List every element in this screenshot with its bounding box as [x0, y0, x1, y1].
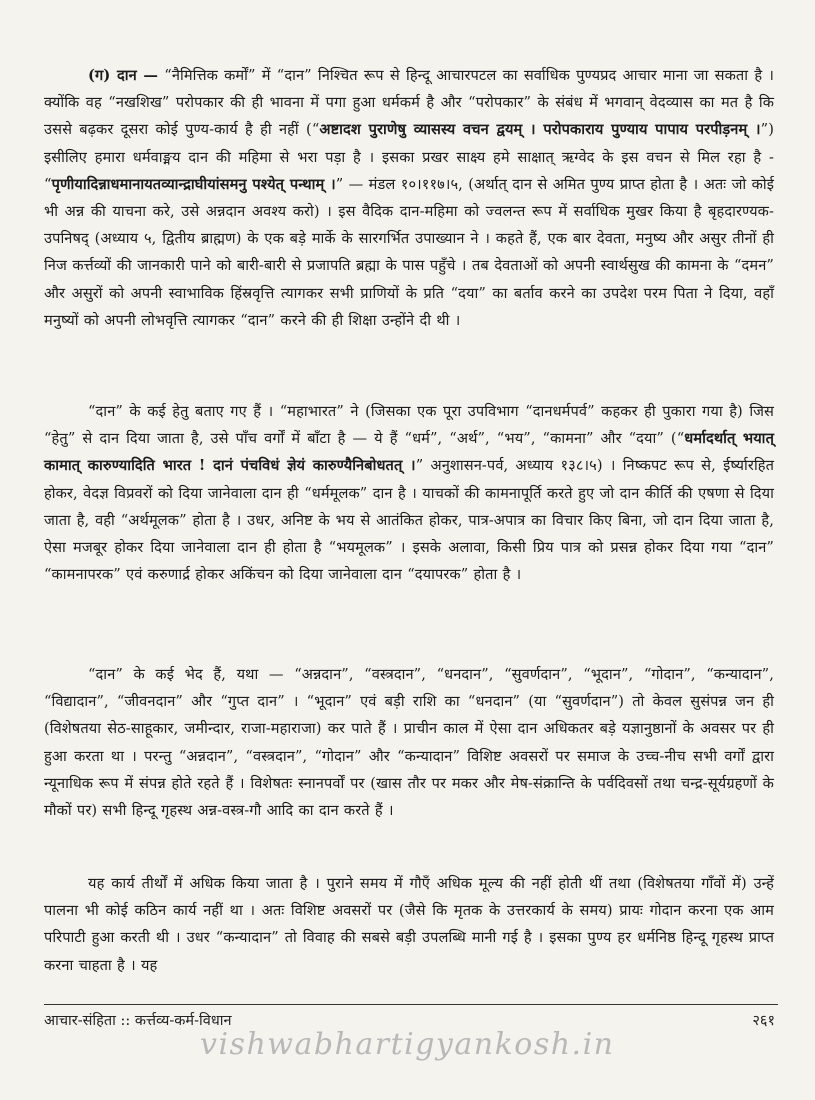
paragraph-text: “दान” के कई हेतु बताए गए हैं । “महाभारत” ने (जिसका एक पूरा उपविभाग “दानधर्मपर्व” कहकर ही पुकारा गया है) जिस “हेतु” से दान दिया जाता है, उसे पाँच वर्गों में बाँटा है — ये हैं “धर्म”, “अर्थ”, “भय”, “कामना” और “दया” (“ [44, 403, 774, 448]
paragraph-daan-types [44, 661, 774, 824]
paragraph-text: ” अनुशासन-पर्व, अध्याय १३८।५) । निष्कपट रूप से, ईर्ष्यारहित होकर, वेदज्ञ विप्रवरों को दिया जानेवाला दान ही “धर्ममूलक” दान है । याचकों की कामनापूर्ति करते हुए जो दान कीर्ति की एषणा से दिया जाता है, वही “अर्थमूलक” होता है । उधर, अनिष्ट के भय से आतंकित होकर, पात्र-अपात्र का विचार किए बिना, जो दान दिया जाता है, ऐसा मजबूर होकर दिया जानेवाला दान ही होता है “भयमूलक” । इसके अलावा, किसी प्रिय पात्र को प्रसन्न होकर दिया गया “दान” “कामनापरक” एवं करुणार्द्र होकर अकिंचन को दिया जानेवाला दान “दयापरक” होता है । [44, 457, 774, 584]
section-heading: (ग) दान — [88, 67, 159, 84]
sanskrit-quote: धर्मादर्थात् भयात् कामात् कारुण्यादिति भारत ! दानं पंचविधं ज्ञेयं कारुण्यैनिबोधतत् । [44, 430, 774, 475]
paragraph-text: ” — मंडल १०।११७।५, (अर्थात् दान से अमित पुण्य प्राप्त होता है । अतः जो कोई भी अन्न की याचना करे, उसे अन्नदान अवश्य करो) । इस वैदिक दान-महिमा को ज्वलन्त रूप में सर्वाधिक मुखर किया है बृहदारण्यक-उपनिषद् (अध्याय ५, द्वितीय ब्राह्मण) के एक बड़े मार्के के सारगर्भित उपाख्यान ने । कहते हैं, एक बार देवता, मनुष्य और असुर तीनों ही निज कर्त्तव्यों की जानकारी पाने को बारी-बारी से प्रजापति ब्रह्मा के पास पहुँचे । तब देवताओं को अपनी स्वार्थसुख की कामना के “दमन” और असुरों को अपनी स्वाभाविक हिंस्रवृत्ति त्यागकर सभी प्राणियों के प्रति “दया” का बर्ताव करने का उपदेश परम पिता ने दिया, वहाँ मनुष्यों को अपनी लोभवृत्ति त्यागकर “दान” करने की ही शिक्षा उन्होंने दी थी । [44, 175, 774, 329]
paragraph-daan-reasons [44, 398, 774, 588]
paragraph-daan-intro [44, 62, 774, 334]
paragraph-text: “नैमित्तिक कर्मों” में “दान” निश्चित रूप से हिन्दू आचारपटल का सर्वाधिक पुण्यप्रद आचार माना जा सकता है । क्योंकि वह “नखशिख” परोपकार की ही भावना में पगा हुआ धर्मकर्म है और “परोपकार” के संबंध में भगवान् वेदव्यास का मत है कि उससे बढ़कर दूसरा कोई पुण्य-कार्य है ही नहीं (“ [44, 67, 774, 139]
footer-divider [44, 1004, 778, 1005]
footer-book-title: आचार-संहिता :: कर्त्तव्य-कर्म-विधान [44, 1013, 232, 1029]
sanskrit-quote: अष्टादश पुराणेषु व्यासस्य वचन द्वयम् । परोपकाराय पुण्याय पापाय परपीड़नम् । [319, 121, 761, 139]
paragraph-text: यह कार्य तीर्थों में अधिक किया जाता है । पुराने समय में गौएँ अधिक मूल्य की नहीं होती थीं तथा (विशेषतया गाँवों में) उन्हें पालना भी कोई कठिन कार्य नहीं था । अतः विशिष्ट अवसरों पर (जैसे कि मृतक के उत्तरकार्य के समय) प्रायः गोदान करना एक आम परिपाटी हुआ करती थी । उधर “कन्यादान” तो विवाह की सबसे बड़ी उपलब्धि मानी गई है । इसका पुण्य हर धर्मनिष्ठ हिन्दू गृहस्थ प्राप्त करना चाहता है । यह [44, 875, 774, 974]
paragraph-godaan-kanyadaan [44, 870, 774, 979]
watermark: vishwabhartigyankosh.in [200, 1027, 615, 1062]
page-number: २६१ [752, 1013, 775, 1029]
paragraph-text: “दान” के कई भेद हैं, यथा — “अन्नदान”, “वस्त्रदान”, “धनदान”, “सुवर्णदान”, “भूदान”, “गोदान”, “कन्यादान”, “विद्यादान”, “जीवनदान” और “गुप्त दान” । “भूदान” एवं बड़ी राशि का “धनदान” (या “सुवर्णदान”) तो केवल सुसंपन्न जन ही (विशेषतया सेठ-साहूकार, जमीन्दार, राजा-महाराजा) कर पाते हैं । प्राचीन काल में ऐसा दान अधिकतर बड़े यज्ञानुष्ठानों के अवसर पर ही हुआ करता था । परन्तु “अन्नदान”, “वस्त्रदान”, “गोदान” और “कन्यादान” विशिष्ट अवसरों पर समाज के उच्च-नीच सभी वर्गों द्वारा न्यूनाधिक रूप में संपन्न होते रहते हैं । विशेषतः स्नानपर्वों पर (खास तौर पर मकर और मेष-संक्रान्ति के पर्वदिवसों तथा चन्द्र-सूर्यग्रहणों के मौकों पर) सभी हिन्दू गृहस्थ अन्न-वस्त्र-गौ आदि का दान करते हैं । [44, 666, 774, 820]
sanskrit-quote: पृणीयादिन्नाधमानायतव्यान्द्राघीयांसमनु पश्येत् पन्थाम् । [51, 175, 336, 193]
paragraph-text: ”) इसीलिए हमारा धर्मवाङ्मय दान की महिमा से भरा पड़ा है । इसका प्रखर साक्ष्य हमे साक्षात् ऋग्वेद के इस वचन से मिल रहा है - “ [44, 121, 774, 193]
